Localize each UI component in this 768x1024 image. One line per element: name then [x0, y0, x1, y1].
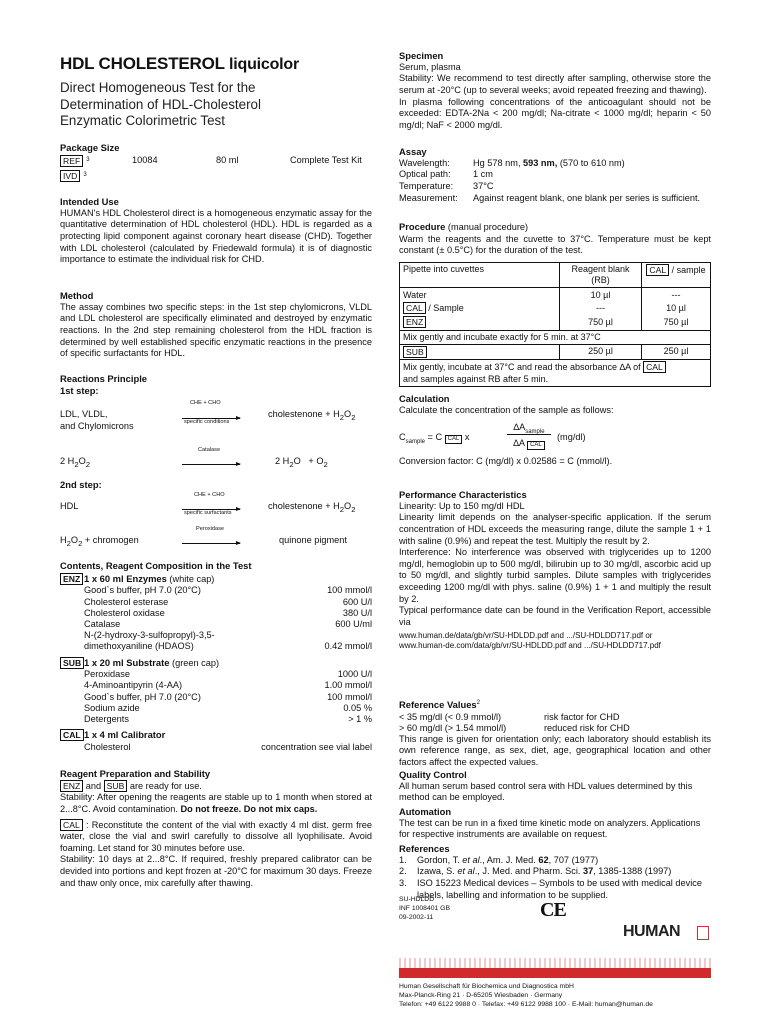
enz-item-concentration: 380 U/l — [342, 607, 372, 618]
sub-tag: SUB — [60, 657, 84, 669]
catalog-number: 10084 — [132, 155, 158, 166]
assay-heading: Assay — [399, 146, 427, 157]
enz-item-component: N-(2-hydroxy-3-sulfopropyl)-3,5- — [84, 630, 215, 641]
package-volume: 80 ml — [216, 155, 239, 166]
enz-item-component: Good`s buffer, pH 7.0 (20°C) — [84, 585, 201, 596]
sub-item-concentration: 0.05 % — [343, 702, 372, 713]
sub-item-concentration: 1000 U/l — [337, 669, 372, 680]
package-size-section — [60, 142, 372, 182]
procedure-section: Procedure (manual procedure) Warm the reagents and the cuvette to 37°C. Temperature must be kept constant (± 0.5°C) for the duration of the test. Pipette into cuvettes Reagent blank (RB) CAL / sample Water CAL / Sample ENZ 10 µl --- 750 µl --- 10 µl 750 µl Mix gently and incubate exactly for 5 min. at 37°C SUB 250 µl 250 µl Mix gently, incubate at 37°C and read the absorbance ∆A of CAL and samples against RB after 5 min. — [399, 221, 711, 387]
sub-item-component: Detergents — [84, 713, 129, 724]
ivd-footnote: 3 — [83, 172, 87, 179]
assay-section — [399, 146, 711, 204]
procedure-heading: Procedure — [399, 221, 446, 232]
ref-footnote: 3 — [86, 157, 90, 164]
reference-item: 2. Izawa, S. et al., J. Med. and Pharm. Sci. 37, 1385-1388 (1997) — [399, 866, 672, 877]
title-suffix: liquicolor — [229, 56, 300, 73]
contents-section — [60, 560, 372, 753]
intended-use-heading: Intended Use — [60, 196, 119, 207]
reaction4-enzyme: Peroxidase — [196, 526, 224, 532]
sub-item-component: Peroxidase — [84, 669, 130, 680]
page-title: HDL CHOLESTEROL liquicolor — [60, 54, 300, 73]
calculation-formula: $C_{sample} = C$ CAL x $\Delta A_{sample}$ ∆A CAL (mg/dl) — [399, 422, 586, 449]
verification-url-2[interactable]: www.human-de.com/data/gb/vr/SU-HDLDD.pdf and .../SU-HDLDD717.pdf — [399, 641, 661, 651]
subtitle — [60, 80, 261, 130]
procedure-table — [399, 262, 711, 387]
reaction1-product: cholestenone + $H_2O_2$ — [268, 409, 356, 422]
performance-heading: Performance Characteristics — [399, 489, 527, 500]
cal-item-row — [84, 742, 372, 753]
sub-item-concentration: 1.00 mmol/l — [324, 680, 372, 691]
logo-mark-icon — [697, 926, 709, 940]
conversion-factor: Conversion factor: C (mg/dl) x 0.02586 = C (mmol/l). — [399, 456, 613, 467]
ce-mark: CE — [540, 899, 566, 921]
reactions-section — [60, 373, 372, 553]
prep-ready-line: ENZ and SUB are ready for use. — [60, 780, 372, 793]
reaction1-condition: specific conditions — [184, 419, 230, 425]
assay-row: Temperature: 37°C — [399, 181, 494, 192]
step2-label: 2nd step: — [60, 479, 102, 490]
reaction3-reactants: HDL — [60, 501, 79, 511]
enz-item-component: Cholesterol esterase — [84, 596, 169, 607]
prep-reconstitution: CAL : Reconstitute the content of the vial with exactly 4 ml dist. germ free water, close the vial and swirl carefully to dissolve all lyophilisate. Avoid foaming. Let stand for 30 minutes before use. — [60, 819, 372, 853]
assay-row: Optical path: 1 cm — [399, 169, 493, 180]
enz-item-row — [84, 619, 372, 630]
quality-control-section: Quality Control All human serum based control sera with HDL values determined by this method can be employed. — [399, 769, 711, 804]
references-heading: References — [399, 843, 450, 854]
document-codes: SU-HDLDD INF 1008401 GB 09-2002-11 — [399, 896, 451, 921]
enz-reagent: ENZ 1 x 60 ml Enzymes (white cap) Good`s buffer, pH 7.0 (20°C) 100 mmol/l Cholesterol esterase 600 U/l Cholesterol oxidase 380 U/l Catalase 600 U/ml N-(2-hydroxy-3-sulfopropyl)-3,5- dimethoxyaniline (HDAOS) 0.42 mmol/l — [60, 573, 372, 653]
ivd-symbol: IVD — [60, 170, 80, 182]
qc-heading: Quality Control — [399, 769, 467, 780]
cal-item-component: Cholesterol — [84, 741, 131, 752]
reaction4-reactants: $H_2O_2$ + chromogen — [60, 535, 139, 548]
reaction2-enzyme: Catalase — [198, 447, 221, 453]
prep-stability-2: Stability: 10 days at 2...8°C. If required, freshly prepared calibrator can be devided into portions and kept frozen at -20°C for maximum 30 days. Freeze and thaw only once, mix carefully after thawing. — [60, 854, 372, 888]
method-text: The assay combines two specific steps: in the 1st step chylomicrons, VLDL and LDL cholesterol are specifically eliminated and destroyed by enzymatic reactions. In the 2nd step remaining cholesterol from the HDL fraction is determined by well established specific enzymatic reactions in the presence of specific surfactants for HDL. — [60, 301, 372, 359]
reactions-heading: Reactions Principle — [60, 373, 148, 384]
reaction2-product: 2 $H_2O + O_2$ — [275, 456, 328, 469]
intended-use-section — [60, 196, 372, 266]
reference-item: 3. ISO 15223 Medical devices – Symbols to be used with medical device labels, labelling and information to be supplied. — [399, 878, 702, 900]
subtitle-line: Direct Homogeneous Test for the — [60, 80, 256, 95]
sub-item-concentration: > 1 % — [348, 713, 372, 724]
sub-item-row — [84, 680, 372, 691]
automation-heading: Automation — [399, 806, 452, 817]
sub-item-row — [84, 714, 372, 725]
enz-item-concentration: 100 mmol/l — [327, 585, 372, 596]
verification-url-1[interactable]: www.human.de/data/gb/vr/SU-HDLDD.pdf and .../SU-HDLDD717.pdf or — [399, 631, 653, 641]
human-logo: HUMAN — [623, 923, 681, 940]
sub-reagent: SUB 1 x 20 ml Substrate (green cap) Peroxidase 1000 U/l 4-Aminoantipyrin (4-AA) 1.00 mmol/l Good`s buffer, pH 7.0 (20°C) 100 mmol/l Sodium azide 0.05 % Detergents > 1 % — [60, 657, 372, 726]
prep-stability-1: Stability: After opening the reagents are stable up to 1 month when stored at 2...8°C. Avoid contamination. Do not freeze. Do not mix caps. — [60, 792, 372, 815]
preparation-section — [60, 768, 372, 889]
reference-item: 1. Gordon, T. et al., Am. J. Med. 62, 707 (1977) — [399, 854, 599, 865]
calculation-heading: Calculation — [399, 393, 450, 404]
specimen-section: Specimen Serum, plasma Stability: We recommend to test directly after sampling, otherwise store the serum at -20°C (up to several weeks; avoid repeated freezing and thawing). In plasma following concentrations of the anticoagulant should not be exceeded: EDTA-2Na < 200 mg/dl; Na-citrate < 1000 mg/dl; heparin < 50 mg/dl; NaF < 2000 mg/dl. — [399, 50, 711, 130]
ref-symbol: REF — [60, 155, 83, 167]
enz-tag: ENZ — [60, 573, 83, 585]
table-row: Pipette into cuvettes Reagent blank (RB) CAL / sample — [400, 262, 711, 288]
footer-bar — [399, 968, 711, 978]
automation-section: Automation The test can be run in a fixed time kinetic mode on analyzers. Applications for respective instruments are available on request. — [399, 806, 711, 841]
intended-use-text: HUMAN's HDL Cholesterol direct is a homogeneous enzymatic assay for the quantitative determination of HDL cholesterol (HDL). HDL is regarded as a protecting lipid component against coronary heart disease (CHD). Together with LDL cholesterol (calculated by Friedewald formula) it is of diagnostic importance to estimate the individual risk for CHD. — [60, 207, 372, 265]
subtitle-line: Enzymatic Colorimetric Test — [60, 113, 225, 129]
sub-item-row — [84, 703, 372, 714]
enz-item-row — [84, 585, 372, 596]
procedure-text: Warm the reagents and the cuvette to 37°C. Temperature must be kept constant (± 0.5°C) for the duration of the test. — [399, 233, 711, 256]
enz-item-row — [84, 630, 372, 641]
table-row: Mix gently and incubate exactly for 5 min. at 37°C — [400, 330, 711, 344]
table-row: Water CAL / Sample ENZ 10 µl --- 750 µl --- 10 µl 750 µl — [400, 288, 711, 330]
sub-item-component: Sodium azide — [84, 702, 140, 713]
enz-item-component: Catalase — [84, 619, 121, 629]
references-section — [399, 843, 711, 901]
enz-item-row — [84, 641, 372, 652]
table-row: Mix gently, incubate at 37°C and read the absorbance ∆A of CAL and samples against RB after 5 min. — [400, 360, 711, 387]
enz-item-component: Cholesterol oxidase — [84, 607, 165, 618]
contents-heading: Contents, Reagent Composition in the Test — [60, 560, 252, 571]
sub-item-row — [84, 692, 372, 703]
assay-row: Wavelength: Hg 578 nm, 593 nm, (570 to 610 nm) — [399, 157, 625, 168]
sub-item-component: 4-Aminoantipyrin (4-AA) — [84, 680, 183, 691]
cal-tag: CAL — [60, 729, 84, 741]
sub-item-row — [84, 669, 372, 680]
specimen-heading: Specimen — [399, 50, 444, 61]
enz-item-component: dimethoxyaniline (HDAOS) — [84, 641, 194, 652]
reaction4-arrow — [182, 539, 240, 551]
sub-item-component: Good`s buffer, pH 7.0 (20°C) — [84, 691, 201, 702]
assay-row: Measurement: Against reagent blank, one blank per series is sufficient. — [399, 192, 701, 203]
table-row: SUB 250 µl 250 µl — [400, 344, 711, 359]
cal-reagent: CAL 1 x 4 ml Calibrator Cholesterol concentration see vial label — [60, 729, 372, 753]
reaction2-reactants: 2 $H_2O_2$ — [60, 456, 90, 469]
reaction2-arrow — [182, 460, 240, 472]
subtitle-line: Determination of HDL-Cholesterol — [60, 96, 261, 112]
enz-item-concentration: 600 U/ml — [335, 619, 372, 629]
reaction3-enzyme: CHE + CHO — [194, 492, 225, 498]
enz-item-row — [84, 608, 372, 619]
performance-section: Performance Characteristics Linearity: Up to 150 mg/dl HDL Linearity limit depends on the analyser-specific application. If the serum concentration of HDL exceeds the measuring range, dilute the sample 1 + 1 with saline (0.9%) and repeat the test. Multiply the result by 2. Interference: No interference was observed with triglycerides up to 1200 mg/dl, hemoglobin up to 500 mg/dl, bilirubin up to 30 mg/dl, ascorbic acid up to 50 mg/dl, and slightly turbid samples. Dilute samples with triglycerides exceeding 1200 mg/dl with phys. saline (0.9%) 1 + 1 and multiply the result by 2. Typical performance date can be found in the Verification Report, accessible via www.human.de/data/gb/vr/SU-HDLDD.pdf and .../SU-HDLDD717.pdf or www.human-de.com/data/gb/vr/SU-HDLDD.pdf and .../SU-HDLDD717.pdf — [399, 489, 711, 651]
footer-stripe — [399, 958, 711, 968]
calculation-section: Calculation Calculate the concentration of the sample as follows: $C_{sample} = C$ CAL x $\Delta A_{sample}$ ∆A CAL (mg/dl) Conversion factor: C (mg/dl) x 0.02586 = C (mmol/l). — [399, 393, 711, 468]
enz-item-row — [84, 597, 372, 608]
sub-item-concentration: 100 mmol/l — [327, 691, 372, 702]
reaction4-product: quinone pigment — [279, 535, 347, 545]
step1-label: 1st step: — [60, 384, 99, 396]
preparation-heading: Reagent Preparation and Stability — [60, 768, 211, 779]
cal-item-concentration: concentration see vial label — [261, 741, 372, 752]
enz-item-concentration: 600 U/l — [342, 596, 372, 607]
method-section — [60, 290, 372, 360]
method-heading: Method — [60, 290, 94, 301]
enz-item-concentration: 0.42 mmol/l — [324, 641, 372, 652]
reference-section: Reference Values$^2$ < 35 mg/dl (< 0.9 mmol/l) risk factor for CHD > 60 mg/dl (> 1.54 mmol/l) reduced risk for CHD This range is given for orientation only; each laboratory should establish its own reference range, as sex, diet, age, geographical location and other factors affect the expected values. — [399, 699, 711, 767]
manufacturer-address: Human Gesellschaft für Biochemica und Diagnostica mbH Max-Planck-Ring 21 · D-65205 Wiesbaden · Germany Telefon: +49 6122 9988 0 · Telefax: +49 6122 9988 100 · E-Mail: human@human.de — [399, 983, 653, 1008]
package-size-heading: Package Size — [60, 142, 120, 153]
package-description: Complete Test Kit — [290, 155, 362, 166]
reaction3-condition: specific surfactants — [184, 510, 232, 516]
reference-heading: Reference Values — [399, 699, 477, 710]
reaction1-enzyme: CHE + CHO — [190, 400, 221, 406]
reaction1-reactants: LDL, VLDL, and Chylomicrons — [60, 409, 134, 431]
reaction3-product: cholestenone + $H_2O_2$ — [268, 501, 356, 514]
